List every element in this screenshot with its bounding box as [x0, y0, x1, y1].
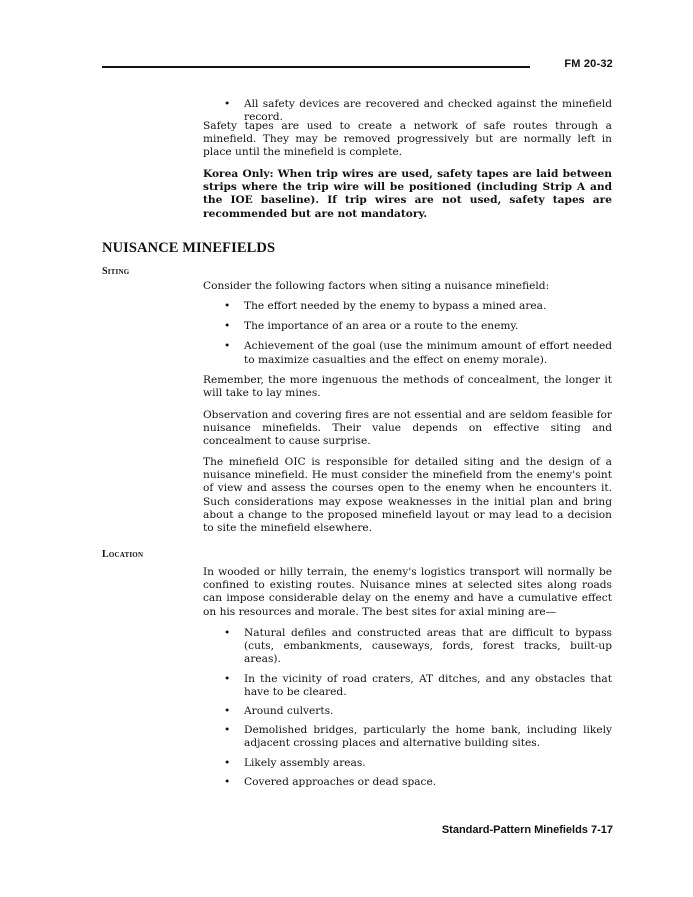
bullet-icon: • — [224, 340, 231, 353]
subsection-heading-location: Location — [102, 549, 144, 560]
subsection-heading-siting: Siting — [102, 266, 130, 277]
bullet-icon: • — [224, 756, 231, 769]
bullet-icon: • — [224, 705, 231, 718]
document-id: FM 20-32 — [564, 58, 613, 70]
paragraph: Observation and covering fires are not essential and are seldom feasible for nuisance minefields. Their value depends on effective siting and concealment to cause surprise. — [203, 409, 612, 448]
list-item: • Natural defiles and constructed areas that are difficult to bypass (cuts, embankments, causeways, fords, forest tracks, built-up areas). — [224, 627, 612, 666]
bullet-icon: • — [224, 627, 231, 639]
bullet-icon: • — [224, 320, 231, 333]
location-bullet-list — [222, 627, 612, 789]
paragraph: The minefield OIC is responsible for detailed siting and the design of a nuisance minefield. He must consider the minefield from the enemy's point of view and assess the courses open to the enemy when he encounters it. Such considerations may expose weaknesses in the initial plan and bring about a change to the proposed minefield layout or may lead to a decision to site the minefield elsewhere. — [203, 456, 612, 535]
list-item: • In the vicinity of road craters, AT ditches, and any obstacles that have to be cleared. — [224, 672, 612, 698]
siting-bullet-list — [222, 300, 612, 367]
page-footer: Standard-Pattern Minefields 7-17 — [441, 824, 613, 836]
bullet-icon: • — [224, 724, 231, 737]
list-item: • The effort needed by the enemy to bypass a mined area. — [224, 300, 547, 312]
paragraph: In wooded or hilly terrain, the enemy's logistics transport will normally be confined to existing routes. Nuisance mines at selected sites along roads can impose considerable delay on the enemy and have a cumulative effect on his resources and morale. The best sites for axial mining are— — [203, 566, 612, 618]
list-item: • Achievement of the goal (use the minimum amount of effort needed to maximize casualties and the effect on enemy morale). — [224, 340, 612, 366]
bullet-icon: • — [224, 775, 231, 788]
header-rule — [102, 66, 530, 68]
list-item: • Covered approaches or dead space. — [224, 775, 437, 788]
paragraph: Consider the following factors when siting a nuisance minefield: — [203, 280, 550, 292]
korea-note: Korea Only: When trip wires are used, safety tapes are laid between strips where the trip wire will be positioned (including Strip A and the IOE baseline). If trip wires are not used, safety tapes are recommended but are not mandatory. — [203, 168, 612, 220]
paragraph: Remember, the more ingenuous the methods of concealment, the longer it will take to lay mines. — [203, 374, 612, 400]
list-item: • The importance of an area or a route to the enemy. — [224, 320, 519, 333]
bullet-icon: • — [224, 98, 231, 110]
list-item: • Likely assembly areas. — [224, 756, 366, 769]
bullet-icon: • — [224, 672, 231, 685]
list-item: • Around culverts. — [224, 705, 334, 718]
list-item: • All safety devices are recovered and checked against the minefield record. — [224, 98, 612, 124]
list-item: • Demolished bridges, particularly the home bank, including likely adjacent crossing places and alternative building sites. — [224, 724, 612, 750]
bullet-icon: • — [224, 300, 231, 312]
paragraph: Safety tapes are used to create a network of safe routes through a minefield. They may be removed progressively but are normally left in place until the minefield is complete. — [203, 120, 612, 159]
section-title: NUISANCE MINEFIELDS — [102, 240, 276, 256]
